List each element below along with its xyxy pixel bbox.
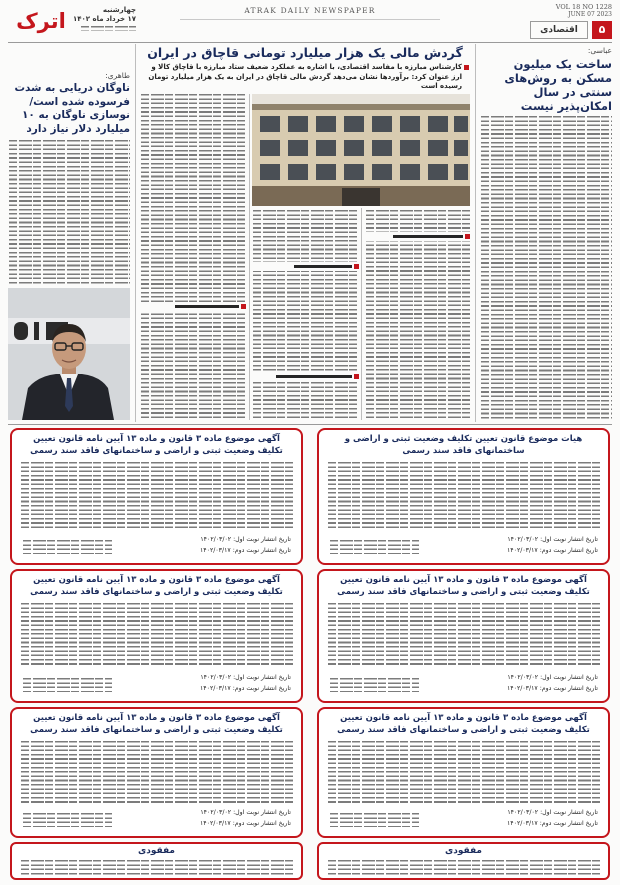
main-story-photo [252, 94, 470, 206]
ad-title: آگهی موضوع ماده ۳ قانون و ماده ۱۳ آیین نامه قانون تعیین تکلیف وضعیت ثبتی و اراضی و ساختمانهای فاقد سند رسمی [30, 575, 283, 597]
right-story-headline: ساخت یک میلیون مسکن به روش‌های سنتی در سال امکان‌پذیر نیست [504, 57, 612, 113]
lost-notice [317, 842, 610, 880]
ad-body-text [20, 741, 293, 803]
subheading [365, 232, 470, 241]
legal-notice-ad [10, 428, 303, 565]
ad-title: آگهی موضوع ماده ۳ قانون و ماده ۱۳ آیین نامه قانون تعیین تکلیف وضعیت ثبتی و اراضی و ساختمانهای فاقد سند رسمی [30, 434, 283, 456]
portrait-photo [8, 288, 130, 420]
english-date: JUNE 07 2023 [568, 11, 612, 18]
column-rule [249, 94, 250, 420]
ad-second-publication-date: تاریخ انتشار نوبت دوم: ۱۴۰۲/۰۳/۱۷ [506, 685, 598, 692]
ad-body-text [327, 741, 600, 803]
ad-body-text [20, 462, 293, 530]
weekday: چهارشنبه [102, 6, 136, 14]
newspaper-logo: اترک [16, 9, 66, 33]
lost-notice-title: مفقودی [444, 846, 483, 856]
column-rule [135, 44, 136, 422]
ad-signature [329, 678, 419, 692]
left-story-photo [8, 288, 130, 420]
ad-signature [329, 540, 419, 554]
subheading [252, 372, 359, 381]
building-photo [252, 94, 470, 206]
ad-title: هیات موضوع قانون تعیین تکلیف وضعیت ثبتی و اراضی و ساختمانهای فاقد سند رسمی [344, 434, 583, 456]
issue-info-text [80, 26, 136, 31]
ad-signature [329, 813, 419, 827]
legal-notice-ad [317, 569, 610, 703]
lost-notice-title: مفقودی [137, 846, 176, 856]
ad-body-text [20, 603, 293, 667]
masthead-divider [180, 19, 440, 20]
left-story-kicker: طاهری: [105, 71, 130, 80]
ad-body-text [327, 462, 600, 530]
subheading [252, 262, 359, 271]
main-story-headline: گردش مالی یک هزار میلیارد تومانی قاچاق در ایران [147, 45, 463, 60]
paper-name: ATRAK DAILY NEWSPAPER [244, 6, 376, 15]
ad-first-publication-date: تاریخ انتشار نوبت اول: ۱۴۰۲/۰۳/۰۲ [507, 674, 598, 681]
ad-body-text [327, 603, 600, 667]
right-story-kicker: عباسی: [587, 46, 612, 55]
lost-notice-body [327, 860, 600, 877]
ad-signature [22, 540, 112, 554]
main-story-column-2 [252, 210, 359, 420]
main-story-column-1 [365, 210, 470, 420]
ad-second-publication-date: تاریخ انتشار نوبت دوم: ۱۴۰۲/۰۳/۱۷ [199, 547, 291, 554]
legal-notice-ad [10, 569, 303, 703]
persian-date [66, 6, 136, 24]
main-story-subtitle: کارشناس مبارزه با مفاسد اقتصادی، با اشاره به عملکرد ضعیف ستاد مبارزه با قاچاق کالا و ارز عنوان کرد: برآوردها نشان می‌دهد گردش مالی قاچاق در ایران به یک هزار میلیارد تومان رسیده است [148, 63, 462, 90]
ad-second-publication-date: تاریخ انتشار نوبت دوم: ۱۴۰۲/۰۳/۱۷ [506, 547, 598, 554]
ad-title: آگهی موضوع ماده ۳ قانون و ماده ۱۳ آیین نامه قانون تعیین تکلیف وضعیت ثبتی و اراضی و ساختمانهای فاقد سند رسمی [30, 713, 283, 735]
ad-second-publication-date: تاریخ انتشار نوبت دوم: ۱۴۰۲/۰۳/۱۷ [199, 685, 291, 692]
volume-number: VOL 18 NO 1228 [555, 3, 612, 11]
column-rule [475, 44, 476, 422]
ad-title: آگهی موضوع ماده ۳ قانون و ماده ۱۳ آیین نامه قانون تعیین تکلیف وضعیت ثبتی و اراضی و ساختمانهای فاقد سند رسمی [337, 575, 590, 597]
left-story-headline: ناوگان دریایی به شدت فرسوده شده است/ نوسازی ناوگان به ۱۰ میلیارد دلار نیاز دارد [14, 82, 130, 135]
legal-notice-ad [10, 707, 303, 838]
ad-first-publication-date: تاریخ انتشار نوبت اول: ۱۴۰۲/۰۳/۰۲ [200, 536, 291, 543]
left-story-body [8, 140, 130, 284]
section-label: اقتصادی [530, 21, 588, 39]
ad-signature [22, 678, 112, 692]
ad-first-publication-date: تاریخ انتشار نوبت اول: ۱۴۰۲/۰۳/۰۲ [200, 674, 291, 681]
ad-first-publication-date: تاریخ انتشار نوبت اول: ۱۴۰۲/۰۳/۰۲ [507, 809, 598, 816]
main-story-column-3 [140, 94, 246, 420]
page-number: ۵ [592, 21, 612, 39]
ad-first-publication-date: تاریخ انتشار نوبت اول: ۱۴۰۲/۰۳/۰۲ [507, 536, 598, 543]
lost-notice [10, 842, 303, 880]
ad-first-publication-date: تاریخ انتشار نوبت اول: ۱۴۰۲/۰۳/۰۲ [200, 809, 291, 816]
lost-notice-body [20, 860, 293, 877]
subheading [140, 302, 246, 311]
ad-signature [22, 813, 112, 827]
ad-title: آگهی موضوع ماده ۳ قانون و ماده ۱۳ آیین نامه قانون تعیین تکلیف وضعیت ثبتی و اراضی و ساختمانهای فاقد سند رسمی [337, 713, 590, 735]
legal-notice-ad [317, 428, 610, 565]
right-story-body [480, 116, 612, 420]
ads-divider [8, 424, 612, 425]
column-rule [361, 208, 362, 420]
bullet-marker [464, 65, 469, 70]
date-text: ۱۷ خرداد ماه ۱۴۰۲ [72, 15, 136, 23]
ad-second-publication-date: تاریخ انتشار نوبت دوم: ۱۴۰۲/۰۳/۱۷ [199, 820, 291, 827]
ad-second-publication-date: تاریخ انتشار نوبت دوم: ۱۴۰۲/۰۳/۱۷ [506, 820, 598, 827]
header-divider [8, 42, 612, 43]
legal-notice-ad [317, 707, 610, 838]
